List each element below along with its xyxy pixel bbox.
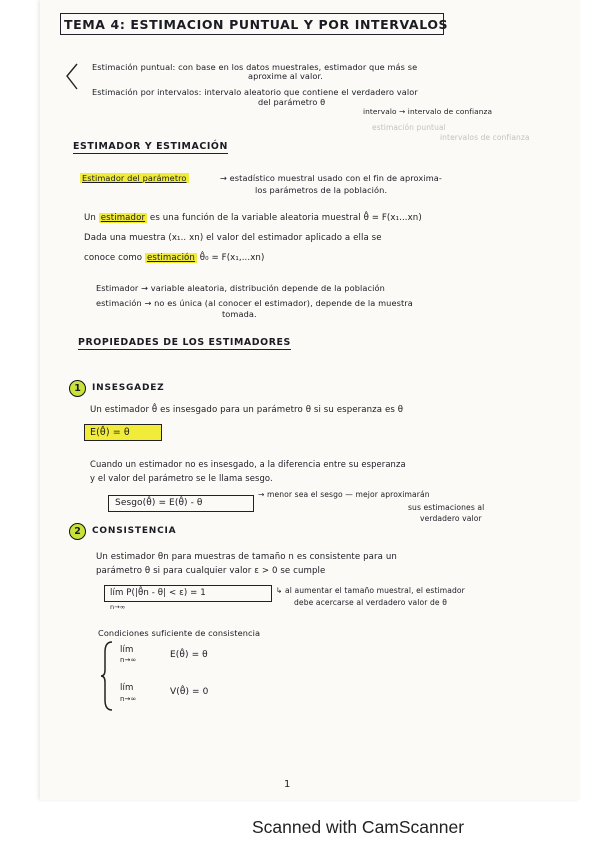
page-title: TEMA 4: ESTIMACION PUNTUAL Y POR INTERVALOS (64, 17, 449, 32)
condition-1-expr: E(θ̂) = θ (170, 650, 208, 660)
intro-line-1: Estimación puntual: con base en los datos muestrales, estimador que más se (92, 62, 418, 72)
intro-line-2c: intervalo → intervalo de confianza (363, 107, 493, 116)
intro-line-2b: del parámetro θ (258, 97, 326, 107)
property-2-name: CONSISTENCIA (92, 526, 177, 536)
highlighted-estimador: estimador (100, 213, 146, 223)
property-1-text-2: Cuando un estimador no es insesgado, a la diferencia entre su esperanza (90, 459, 406, 469)
bleed-text-1: estimación puntual (372, 123, 446, 132)
section-heading-estimador: ESTIMADOR Y ESTIMACIÓN (73, 141, 228, 152)
paragraph-5: estimación → no es única (al conocer el estimador), depende de la muestra (96, 298, 413, 308)
condition-2-lim: lím (120, 683, 134, 693)
intro-line-1b: aproxime al valor. (248, 71, 323, 81)
paragraph-2: Dada una muestra (x₁.. xn) el valor del estimador aplicado a ella se (84, 233, 382, 243)
definition-text-2: los parámetros de la población. (255, 185, 388, 195)
paragraph-3: conoce como estimación θ̂₀ = F(x₁,...xn) (84, 253, 265, 263)
definition-text-1: → estadístico muestral usado con el fin de aproxima- (220, 173, 442, 183)
condition-1-lim: lím (120, 645, 134, 655)
property-1-text: Un estimador θ̂ es insesgado para un parámetro θ si su esperanza es θ (90, 405, 404, 415)
bracket-icon (64, 62, 78, 92)
scanner-watermark: Scanned with CamScanner (252, 817, 465, 837)
limit-note-1: ↳ al aumentar el tamaño muestral, el estimador (276, 586, 465, 595)
formula-unbiased: E(θ̂) = θ (90, 427, 130, 438)
number-2-badge: 2 (69, 523, 86, 540)
sesgo-note-1: → menor sea el sesgo — mejor aproximarán (258, 490, 430, 499)
condition-2-sub: n→∞ (120, 695, 137, 703)
bleed-text-2: intervalos de confianza (440, 133, 530, 142)
scanned-page (40, 0, 580, 800)
property-2-text-2: parámetro θ si para cualquier valor ε > 0 se cumple (96, 566, 326, 576)
paragraph-1: Un estimador es una función de la variable aleatoria muestral θ̂ = F(x₁...xn) (84, 213, 422, 223)
limit-note-2: debe acercarse al verdadero valor de θ (294, 598, 447, 607)
paragraph-5b: tomada. (222, 309, 257, 319)
formula-limit-subscript: n→∞ (110, 603, 126, 611)
property-1-name: INSESGADEZ (92, 383, 165, 393)
condition-2-expr: V(θ̂) = 0 (170, 687, 209, 697)
condition-1-sub: n→∞ (120, 656, 137, 664)
number-1-badge: 1 (69, 380, 86, 397)
conditions-heading: Condiciones suficiente de consistencia (98, 628, 261, 638)
formula-limit: lím P(|θ̂n - θ| < ε) = 1 (110, 588, 206, 598)
highlighted-estimacion: estimación (146, 253, 195, 263)
definition-label (80, 173, 189, 183)
page-number: 1 (284, 779, 291, 790)
property-2-text-1: Un estimador θn para muestras de tamaño n es consistente para un (96, 552, 397, 562)
section-heading-propiedades: PROPIEDADES DE LOS ESTIMADORES (78, 337, 291, 348)
formula-sesgo: Sesgo(θ̂) = E(θ̂) - θ (115, 498, 203, 508)
intro-line-2: Estimación por intervalos: intervalo aleatorio que contiene el verdadero valor (92, 87, 418, 97)
sesgo-note-2: sus estimaciones al (408, 503, 485, 512)
sesgo-note-3: verdadero valor (420, 514, 482, 523)
property-1-text-3: y el valor del parámetro se le llama sesgo. (90, 473, 273, 483)
highlighted-term: Estimador del parámetro (82, 173, 187, 183)
brace-icon (100, 640, 114, 712)
paragraph-4: Estimador → variable aleatoria, distribución depende de la población (96, 283, 385, 293)
